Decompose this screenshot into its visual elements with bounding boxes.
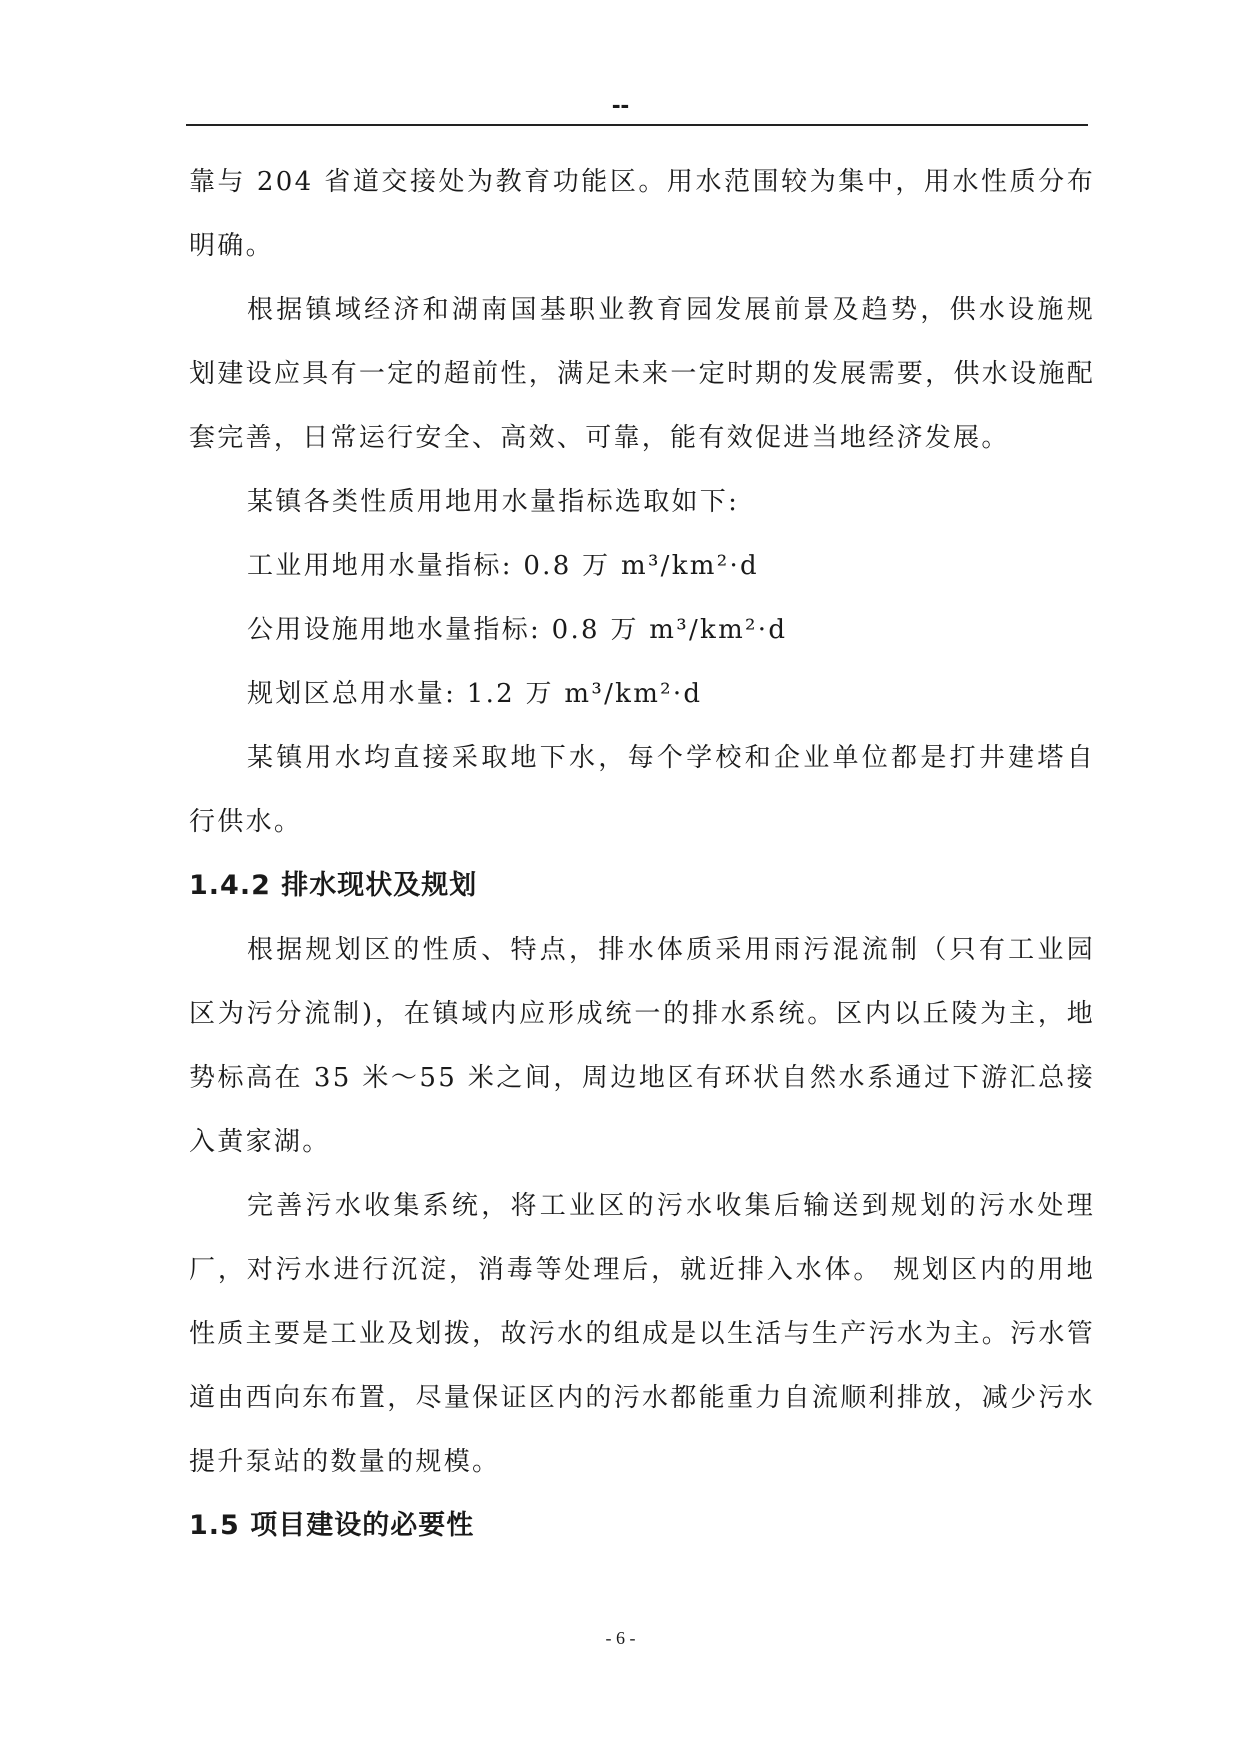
section-heading-drainage: 1.4.2 排水现状及规划 xyxy=(189,870,478,901)
paragraph-drainage-system: 根据规划区的性质、特点，排水体质采用雨污混流制（只有工业园区为污分流制)，在镇域内应形成统一的排水系统。区内以丘陵为主，地势标高在 35 米～55 米之间，周边地区有环状自然水系通过下游汇总接入黄家湖。 xyxy=(189,935,1095,1157)
header-mark: -- xyxy=(611,89,630,119)
document-body xyxy=(189,150,1095,1558)
paragraph-water-index-intro: 某镇各类性质用地用水量指标选取如下: xyxy=(247,487,740,517)
metric-public-facility-water: 公用设施用地水量指标: 0.8 万 m³/km²·d xyxy=(247,615,788,645)
page-number: - 6 - xyxy=(605,1628,636,1648)
paragraph-water-supply-planning: 根据镇域经济和湖南国基职业教育园发展前景及趋势，供水设施规划建设应具有一定的超前性，满足未来一定时期的发展需要，供水设施配套完善，日常运行安全、高效、可靠，能有效促进当地经济发展。 xyxy=(189,295,1095,453)
metric-industrial-water: 工业用地用水量指标: 0.8 万 m³/km²·d xyxy=(247,551,759,581)
header-rule xyxy=(186,124,1088,126)
section-heading-necessity: 1.5 项目建设的必要性 xyxy=(189,1510,475,1541)
paragraph-groundwater-supply: 某镇用水均直接采取地下水，每个学校和企业单位都是打井建塔自行供水。 xyxy=(189,743,1095,837)
paragraph-education-zone: 靠与 204 省道交接处为教育功能区。用水范围较为集中，用水性质分布明确。 xyxy=(189,167,1095,261)
metric-total-water: 规划区总用水量: 1.2 万 m³/km²·d xyxy=(247,679,703,709)
paragraph-sewage-collection: 完善污水收集系统，将工业区的污水收集后输送到规划的污水处理厂，对污水进行沉淀，消毒等处理后，就近排入水体。 规划区内的用地性质主要是工业及划拨，故污水的组成是以生活与生产污水为主。污水管道由西向东布置，尽量保证区内的污水都能重力自流顺利排放，减少污水提升泵站的数量的规模。 xyxy=(189,1191,1095,1477)
